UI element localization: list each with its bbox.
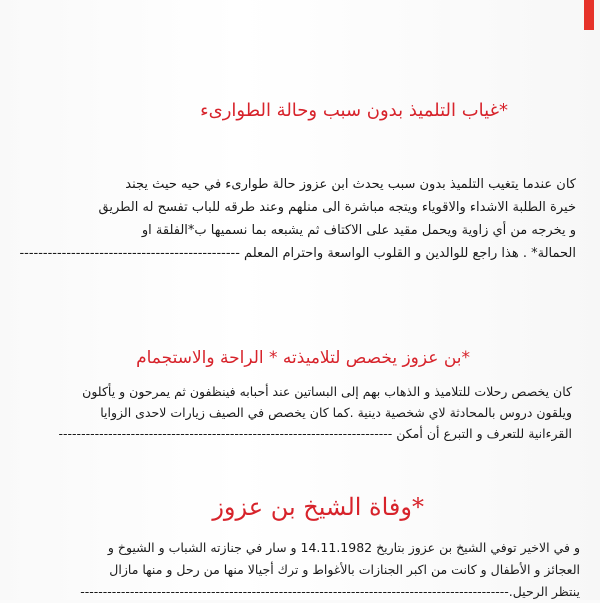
section-1-line: و يخرجه من أي زاوية ويحمل مقيد على الاكتاف ثم يشبعه بما نسميها ب*الفلقة او [141, 223, 576, 238]
section-2-body [2, 381, 572, 444]
section-3-line: ينتظر الرحيل.----------------------------------------------------------------------------------------------- [80, 584, 580, 599]
section-3-title: *وفاة الشيخ بن عزوز [212, 493, 424, 521]
section-3-line: و في الاخير توفي الشيخ بن عزوز بتاريخ 14.11.1982 و سار في جنازته الشباب و الشيوخ و [107, 540, 580, 555]
section-1-title: *غياب التلميذ بدون سبب وحالة الطوارىء [200, 100, 508, 121]
section-2-line: كان يخصص رحلات للتلاميذ و الذهاب بهم إلى البساتين عند أحبابه فينظفون ثم يمرحون و يأكلون [82, 384, 572, 399]
section-2-line: ويلقون دروس بالمحادثة لاي شخصية دينية .كما كان يخصص في الصيف زيارات لاحدى الزوايا [100, 405, 572, 420]
red-edge-mark [584, 0, 594, 30]
section-2-line: القرءانية للتعرف و التبرع أن أمكن -------------------------------------------------------------------------- [58, 426, 572, 441]
section-1-line: الحمالة* . هذا راجع للوالدين و القلوب الواسعة واحترام المعلم ----------------------------------------------- [19, 246, 576, 261]
section-3-body [5, 537, 580, 603]
section-2-title: *بن عزوز يخصص لتلاميذته * الراحة والاستجمام [136, 348, 470, 368]
section-1-line: خيرة الطلبة الاشداء والاقوياء ويتجه مباشرة الى منلهم وعند طرقه للباب تفسح له الطريق [98, 200, 576, 215]
section-1-body [6, 173, 576, 265]
section-3-line: العجائز و الأطفال و كانت من اكبر الجنازات بالأغواط و ترك أجيالا منها من رحل و منها مازال [109, 562, 580, 577]
section-1-line: كان عندما يتغيب التلميذ بدون سبب يحدث ابن عزوز حالة طوارىء في حيه حيث يجند [125, 177, 576, 192]
